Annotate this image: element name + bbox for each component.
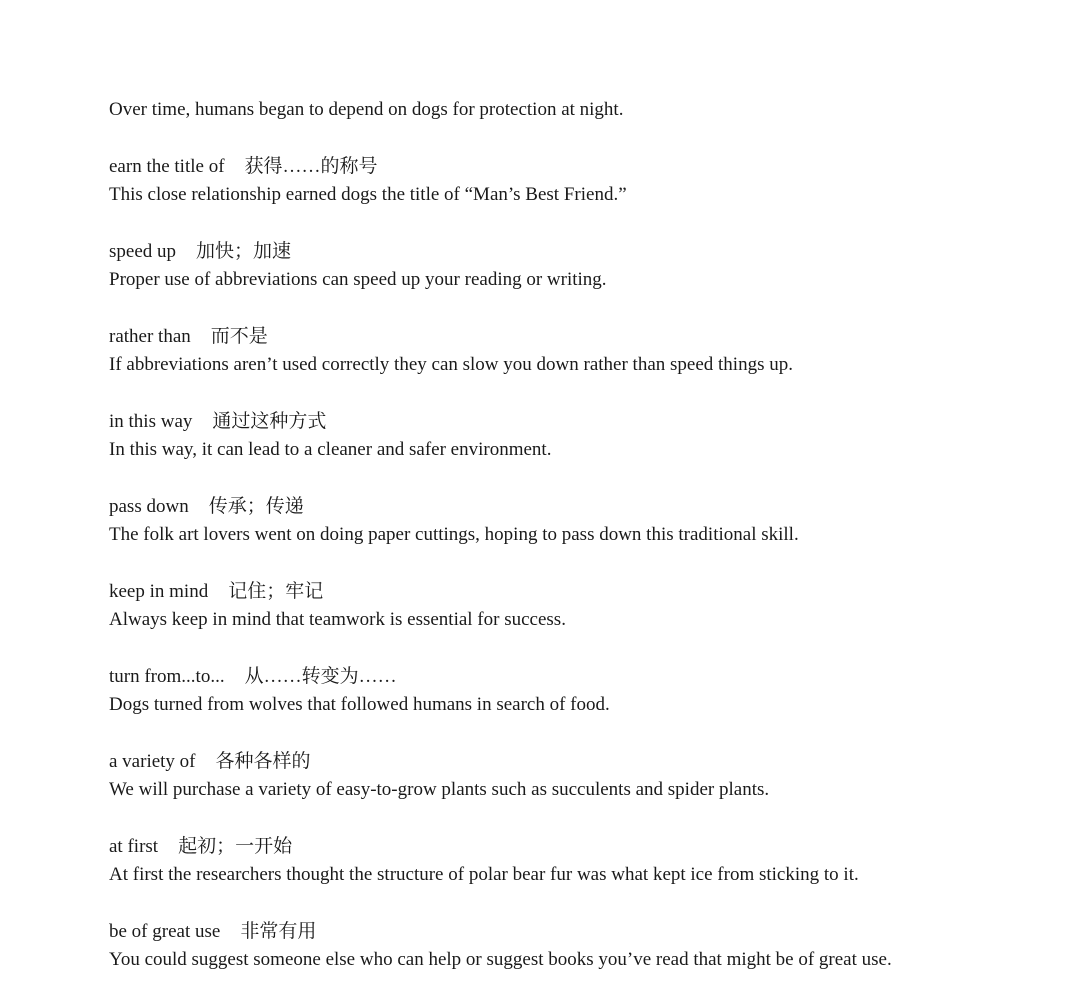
phrase-line (109, 238, 1059, 266)
vocab-entry (109, 663, 1059, 719)
example-sentence: Always keep in mind that teamwork is essential for success. (109, 609, 566, 630)
phrase-chinese-meaning: 获得……的称号 (244, 156, 378, 177)
phrase-english: earn the title of (109, 156, 225, 177)
phrase-english: be of great use (109, 921, 221, 942)
phrase-line (109, 663, 1059, 691)
vocab-entry (109, 833, 1059, 889)
example-sentence: Dogs turned from wolves that followed humans in search of food. (109, 694, 610, 715)
phrase-chinese-meaning: 而不是 (210, 326, 268, 347)
vocab-entry (109, 918, 1059, 974)
phrase-chinese-meaning: 各种各样的 (215, 751, 311, 772)
vocab-entry (109, 748, 1059, 804)
phrase-english: turn from...to... (109, 666, 225, 687)
example-sentence: We will purchase a variety of easy-to-grow plants such as succulents and spider plants. (109, 779, 770, 800)
phrase-line (109, 578, 1059, 606)
phrase-english: speed up (109, 241, 177, 262)
phrase-chinese-meaning: 起初；一开始 (178, 836, 293, 857)
phrase-line (109, 323, 1059, 351)
phrase-english: pass down (109, 496, 189, 517)
vocab-entry (109, 408, 1059, 464)
phrase-chinese-meaning: 非常有用 (240, 921, 317, 942)
example-sentence: If abbreviations aren’t used correctly they can slow you down rather than speed things up. (109, 354, 793, 375)
phrase-english: in this way (109, 411, 193, 432)
phrase-line (109, 918, 1059, 946)
phrase-chinese-meaning: 从……转变为…… (244, 666, 397, 687)
phrase-english: keep in mind (109, 581, 209, 602)
phrase-line (109, 748, 1059, 776)
document-page (109, 96, 1059, 974)
vocab-entry (109, 153, 1059, 209)
example-sentence: In this way, it can lead to a cleaner and safer environment. (109, 439, 552, 460)
vocab-entry (109, 238, 1059, 294)
phrase-chinese-meaning: 传承；传递 (208, 496, 304, 517)
example-sentence: You could suggest someone else who can help or suggest books you’ve read that might be of great use. (109, 949, 892, 970)
phrase-line (109, 493, 1059, 521)
phrase-chinese-meaning: 加快；加速 (196, 241, 292, 262)
example-sentence: The folk art lovers went on doing paper cuttings, hoping to pass down this traditional skill. (109, 524, 799, 545)
phrase-english: a variety of (109, 751, 196, 772)
phrase-english: rather than (109, 326, 191, 347)
vocab-entry (109, 578, 1059, 634)
vocab-entry (109, 323, 1059, 379)
phrase-line (109, 153, 1059, 181)
phrase-line (109, 833, 1059, 861)
intro-sentence: Over time, humans began to depend on dogs for protection at night. (109, 99, 624, 120)
vocab-entry (109, 493, 1059, 549)
phrase-line (109, 408, 1059, 436)
phrase-english: at first (109, 836, 159, 857)
example-sentence: This close relationship earned dogs the title of “Man’s Best Friend.” (109, 184, 627, 205)
phrase-chinese-meaning: 通过这种方式 (212, 411, 327, 432)
example-sentence: At first the researchers thought the structure of polar bear fur was what kept ice from sticking to it. (109, 864, 859, 885)
example-sentence: Proper use of abbreviations can speed up your reading or writing. (109, 269, 607, 290)
phrase-chinese-meaning: 记住；牢记 (228, 581, 324, 602)
